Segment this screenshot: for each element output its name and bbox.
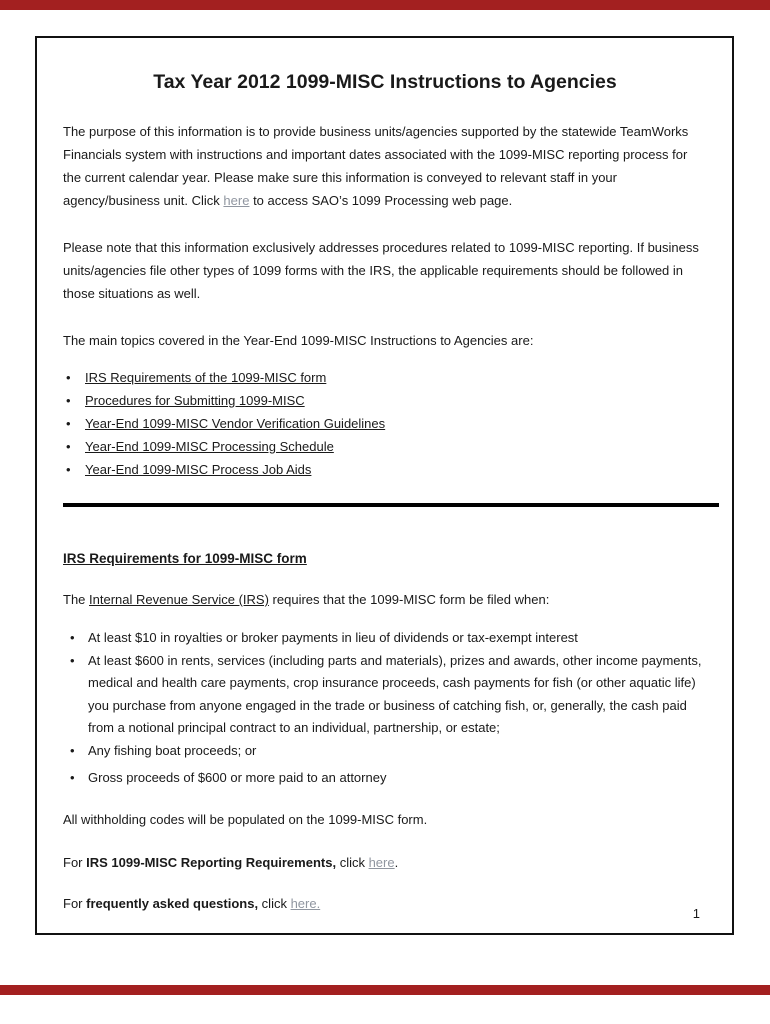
reporting-requirements-line — [63, 851, 707, 874]
requirement-text: At least $10 in royalties or broker payments in lieu of dividends or tax-exempt interest — [88, 630, 578, 645]
topics-list — [63, 366, 707, 481]
topic-link-vendor-verification[interactable]: Year-End 1099-MISC Vendor Verification Guidelines — [85, 416, 386, 431]
bottom-accent-bar — [0, 985, 770, 995]
intro-text-2: to access SAO’s 1099 Processing web page. — [249, 193, 513, 208]
faq-line — [63, 892, 707, 915]
list-item — [63, 627, 707, 650]
document-title: Tax Year 2012 1099-MISC Instructions to Agencies — [153, 71, 617, 93]
list-item — [63, 740, 707, 763]
topics-intro: The main topics covered in the Year-End 1099-MISC Instructions to Agencies are: — [63, 333, 534, 348]
topic-link-process-job-aids[interactable]: Year-End 1099-MISC Process Job Aids — [85, 462, 312, 477]
requirements-list — [63, 627, 707, 790]
topic-link-procedures-submitting[interactable]: Procedures for Submitting 1099-MISC — [85, 393, 305, 408]
faq-link[interactable]: here. — [290, 895, 321, 911]
reporting-requirements-link[interactable]: here — [368, 854, 395, 870]
topic-link-processing-schedule[interactable]: Year-End 1099-MISC Processing Schedule — [85, 439, 334, 454]
section-intro-text-1: The — [63, 592, 90, 607]
requirement-text: Any fishing boat proceeds; or — [88, 742, 257, 758]
reporting-prefix: For — [63, 854, 87, 870]
requirement-text: Gross proceeds of $600 or more paid to an attorney — [88, 770, 387, 785]
sao-1099-processing-link[interactable]: here — [223, 193, 250, 208]
note-paragraph: Please note that this information exclusively addresses procedures related to 1099-MISC reporting. If business units/agencies file other types of 1099 forms with the IRS, the applicable requirements should be followed in those situations as well. — [63, 240, 699, 301]
intro-paragraph — [63, 120, 707, 212]
list-item — [63, 458, 707, 481]
list-item — [63, 650, 707, 740]
intro-text-1: The purpose of this information is to provide business units/agencies supported by the statewide TeamWorks Financials system with instructions and important dates associated with the 1099-MISC reporting process for the current calendar year. Please make sure this information is conveyed to relevant staff in your agency/business unit. Click — [63, 124, 689, 208]
list-item — [63, 412, 707, 435]
list-item — [63, 366, 707, 389]
list-item — [63, 435, 707, 458]
reporting-suffix: . — [394, 854, 399, 870]
faq-middle: click — [258, 895, 291, 911]
irs-link[interactable]: Internal Revenue Service (IRS) — [89, 592, 269, 607]
withholding-note: All withholding codes will be populated on the 1099-MISC form. — [63, 811, 428, 827]
faq-prefix: For — [63, 895, 87, 911]
reporting-bold-text: IRS 1099-MISC Reporting Requirements, — [86, 854, 337, 870]
top-accent-bar — [0, 0, 770, 10]
reporting-middle: click — [336, 854, 369, 870]
section-intro-text-2: requires that the 1099-MISC form be filed when: — [268, 592, 550, 607]
list-item — [63, 389, 707, 412]
faq-bold-text: frequently asked questions, — [86, 895, 259, 911]
section-heading: IRS Requirements for 1099-MISC form — [63, 551, 307, 566]
page-number: 1 — [692, 906, 700, 921]
document-page-frame — [35, 36, 734, 935]
section-intro-paragraph — [63, 588, 707, 611]
topic-link-irs-requirements[interactable]: IRS Requirements of the 1099-MISC form — [85, 370, 327, 385]
section-divider — [63, 503, 719, 507]
requirement-text: At least $600 in rents, services (including parts and materials), prizes and awards, other income payments, medical and health care payments, crop insurance proceeds, cash payments for fish (or other aquatic life) you purchase from anyone engaged in the trade or business of catching fish, or, generally, the cash paid from a notional principal contract to an individual, partnership, or estate; — [88, 652, 702, 735]
list-item — [63, 767, 707, 790]
